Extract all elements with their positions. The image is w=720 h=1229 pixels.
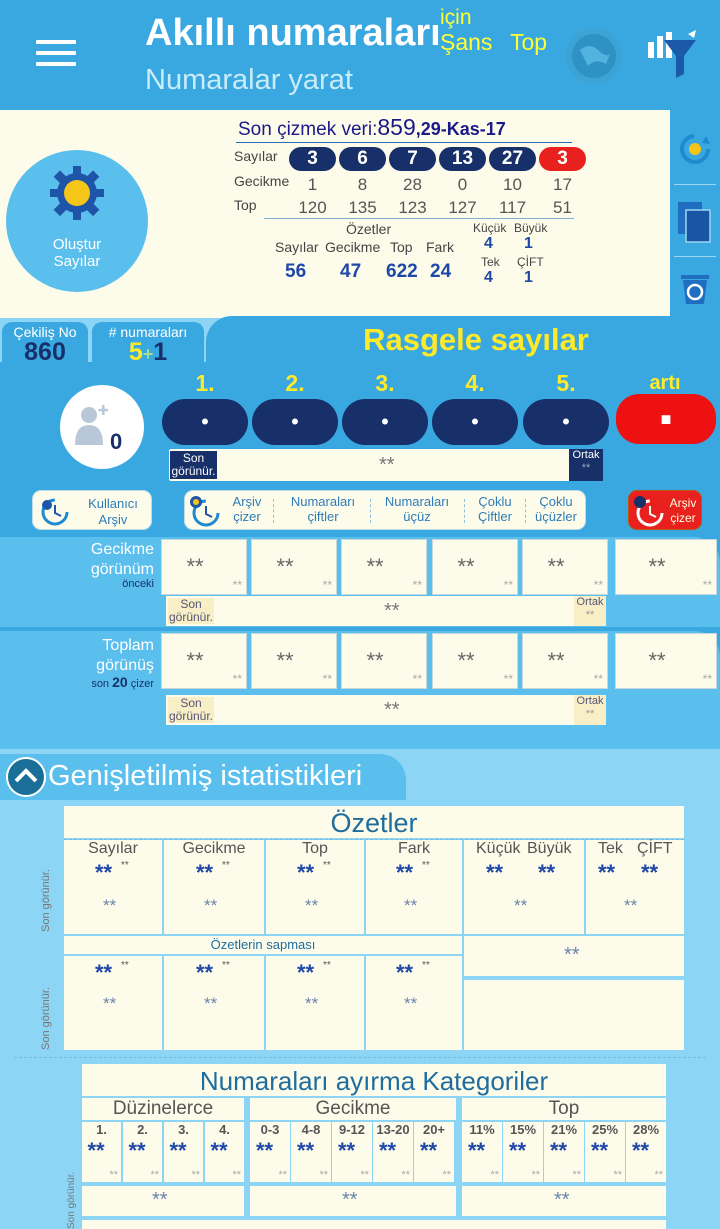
summary-col-value: **	[95, 860, 113, 885]
category-sub: **	[613, 1169, 622, 1181]
recycle-icon[interactable]	[678, 270, 712, 311]
summary-col-label: Top	[302, 840, 328, 857]
category-sub: **	[401, 1169, 410, 1181]
category-cell	[123, 1122, 162, 1182]
category-label: 1.	[96, 1122, 107, 1137]
deviation-last: **	[404, 994, 418, 1013]
dozens-group: Düzinelerce	[82, 1098, 244, 1120]
category-label: 0-3	[260, 1122, 280, 1137]
total-cell	[251, 633, 337, 689]
random-numbers-title: Rasgele sayılar	[363, 322, 589, 357]
category-sub: **	[360, 1169, 369, 1181]
total-last-seen-bar	[166, 695, 606, 725]
category-label: 25%	[591, 1122, 619, 1137]
category-value: **	[420, 1138, 438, 1163]
last-seen-chip: Son görünür.	[168, 597, 214, 624]
delay-value: 0	[457, 175, 468, 194]
delay-sub-value: **	[503, 578, 513, 592]
gear-icon	[48, 164, 106, 222]
last-seen-chip: Son görünür.	[171, 451, 216, 478]
summary-col-last: **	[103, 896, 117, 915]
last-draw-label: Son çizmek veri:	[238, 119, 378, 140]
main-count: 5	[128, 338, 143, 366]
category-label: 13-20	[376, 1122, 410, 1137]
summary-value: 24	[430, 261, 452, 282]
summary-label: Top	[390, 239, 413, 255]
drawn-number: 27	[489, 147, 536, 171]
delay-cell	[341, 539, 427, 595]
numbers-count-tab[interactable]	[92, 322, 204, 364]
deviation-col	[366, 956, 462, 1050]
tag-chance[interactable]: Şans	[440, 29, 493, 55]
number-pairs-button[interactable]: Numaraları çiftler	[290, 494, 356, 524]
delay-cell	[161, 539, 247, 595]
deviation-last: **	[204, 994, 218, 1013]
drawn-number: 3	[289, 147, 336, 171]
big-label: Büyük	[514, 221, 548, 235]
total-value: **	[457, 648, 475, 673]
summary-col	[266, 840, 364, 934]
category-value: **	[169, 1138, 187, 1163]
summary-col	[366, 840, 462, 934]
tag-for: için	[440, 6, 472, 29]
delay-row-label: Gecikme	[234, 173, 290, 189]
summary-col-sub: **	[222, 860, 230, 871]
category-label: 9-12	[338, 1122, 366, 1137]
deviation-sub: **	[323, 960, 331, 971]
divider	[264, 218, 574, 219]
odd-label: Tek	[481, 255, 500, 269]
total-cell	[432, 633, 518, 689]
category-value: **	[210, 1138, 228, 1163]
categories-title: Numaraları ayırma Kategoriler	[199, 1066, 549, 1096]
multi-triples-button[interactable]: Çoklu üçüzler	[535, 494, 577, 524]
random-number-slot[interactable]: •	[523, 399, 609, 445]
even-label: ÇİFT	[517, 255, 544, 269]
deviation-value: **	[297, 960, 315, 985]
category-sub: **	[191, 1169, 200, 1181]
delay-cell	[522, 539, 608, 595]
delay-cell	[251, 539, 337, 595]
filter-icon[interactable]	[644, 26, 700, 87]
deviation-sub: **	[422, 960, 430, 971]
category-sub: **	[490, 1169, 499, 1181]
summary-col-label: Fark	[398, 840, 430, 857]
total-last-seen-value: **	[384, 699, 400, 721]
deviation-sub: **	[121, 960, 129, 971]
deviation-right-top: **	[464, 936, 684, 976]
numbers-count-label: # numaraları	[108, 324, 188, 340]
total-value: 123	[398, 198, 427, 217]
summary-col-last: **	[404, 896, 418, 915]
category-cell	[82, 1122, 121, 1182]
small-big-col: Küçük Büyük ** ** **	[464, 840, 584, 934]
tag-top[interactable]: Top	[510, 29, 548, 55]
summary-value: 56	[285, 261, 307, 282]
category-sub: **	[319, 1169, 328, 1181]
archive-draw-icon	[631, 494, 665, 528]
delay-value: **	[276, 554, 294, 579]
dozens-summary: **	[82, 1186, 244, 1216]
side-label: Son görünür.	[40, 987, 52, 1050]
common-chip: Ortak **	[574, 695, 606, 725]
category-cell	[462, 1122, 502, 1182]
category-value: **	[379, 1138, 397, 1163]
delay-value: **	[366, 554, 384, 579]
deviation-last: **	[103, 994, 117, 1013]
random-number-slot[interactable]: •	[432, 399, 518, 445]
summary-card-header	[64, 806, 684, 838]
delay-value: **	[648, 554, 666, 579]
deviation-header: Özetlerin sapması	[64, 936, 462, 954]
random-number-slot[interactable]: •	[342, 399, 428, 445]
total-sub-value: **	[412, 672, 422, 686]
common-chip: Ortak **	[574, 596, 606, 626]
category-value: **	[338, 1138, 356, 1163]
total-sub-value: **	[232, 672, 242, 686]
draw-number-tab[interactable]	[2, 322, 88, 364]
delay-value: 17	[553, 175, 572, 194]
category-sub: **	[572, 1169, 581, 1181]
category-sub: **	[109, 1169, 118, 1181]
odd-even-col: Tek ÇİFT ** ** **	[586, 840, 684, 934]
big-value: 1	[524, 235, 533, 252]
delay-value: 28	[403, 175, 422, 194]
delay-last-seen-bar	[166, 596, 606, 626]
bonus-archive-button[interactable]: Arşiv çizer	[628, 490, 702, 530]
category-label: 11%	[469, 1122, 495, 1137]
app-title: Akıllı numaraları	[145, 12, 441, 54]
category-cell	[332, 1122, 372, 1182]
top-group: Top	[462, 1098, 666, 1120]
category-cell	[164, 1122, 203, 1182]
draw-number-label: Çekiliş No	[13, 324, 77, 340]
summary-col-last: **	[204, 896, 218, 915]
category-label: 3.	[178, 1122, 189, 1137]
total-value: 120	[298, 198, 327, 217]
delay-last-seen-value: **	[384, 600, 400, 622]
total-row-label: Top	[234, 197, 257, 213]
delay-cell	[615, 539, 717, 595]
category-label: 20+	[422, 1122, 446, 1137]
category-label: 4.	[219, 1122, 230, 1137]
small-value: 4	[484, 235, 493, 252]
summary-col-sub: **	[422, 860, 430, 871]
category-sub: **	[531, 1169, 540, 1181]
category-sub: **	[150, 1169, 159, 1181]
category-cell	[626, 1122, 666, 1182]
last-draw-info	[238, 114, 506, 141]
user-archive-button[interactable]: Kullanıcı Arşiv	[32, 490, 152, 530]
total-value: 135	[348, 198, 377, 217]
summary-col-sub: **	[323, 860, 331, 871]
category-cell	[250, 1122, 290, 1182]
total-sub-value: **	[322, 672, 332, 686]
category-cell	[373, 1122, 413, 1182]
summary-col-value: **	[196, 860, 214, 885]
archive-draw-icon	[187, 494, 221, 528]
summary-col-sub: **	[121, 860, 129, 871]
deviation-value: **	[396, 960, 414, 985]
category-label: 15%	[509, 1122, 537, 1137]
delay-summary: **	[250, 1186, 456, 1216]
delay-sub-value: **	[702, 578, 712, 592]
deviation-col	[164, 956, 264, 1050]
sync-icon[interactable]	[676, 130, 714, 173]
generate-label-1: Oluştur	[52, 236, 102, 253]
divider	[236, 142, 572, 143]
category-sub: **	[654, 1169, 663, 1181]
draw-number-value: 860	[24, 338, 66, 366]
category-value: **	[468, 1138, 486, 1163]
deviation-value: **	[95, 960, 113, 985]
deviation-sub: **	[222, 960, 230, 971]
delay-group: Gecikme	[250, 1098, 456, 1120]
odd-value: 4	[484, 269, 493, 286]
col-header-bonus: artı	[649, 372, 681, 394]
archive-draw-button[interactable]: Arşiv çizer	[232, 494, 262, 524]
total-cell	[522, 633, 608, 689]
category-label: 2.	[137, 1122, 148, 1137]
summary-label: Gecikme	[325, 239, 381, 255]
top-summary: **	[462, 1186, 666, 1216]
archive-tools-group	[184, 490, 586, 530]
numbers-row-label: Sayılar	[234, 148, 278, 164]
total-value: **	[547, 648, 565, 673]
category-sub: **	[442, 1169, 451, 1181]
delay-value: 1	[307, 175, 318, 194]
summary-col	[64, 840, 162, 934]
category-cell	[414, 1122, 454, 1182]
category-value: **	[632, 1138, 650, 1163]
total-value: **	[366, 648, 384, 673]
user-numbers-button[interactable]	[60, 385, 144, 469]
col-header: 2.	[285, 370, 305, 396]
total-value: **	[276, 648, 294, 673]
extended-stats-title: Genişletilmiş istatistikleri	[48, 760, 363, 792]
random-number-slot[interactable]: •	[252, 399, 338, 445]
total-sub-value: **	[503, 672, 513, 686]
total-value: **	[186, 648, 204, 673]
category-cell	[291, 1122, 331, 1182]
summary-col-label: Sayılar	[88, 840, 138, 857]
category-value: **	[550, 1138, 568, 1163]
deviation-col	[64, 956, 162, 1050]
summary-col-value: **	[396, 860, 414, 885]
last-draw-number: 859	[377, 114, 416, 140]
category-cell	[205, 1122, 244, 1182]
delay-value: **	[547, 554, 565, 579]
delay-value: 8	[357, 175, 368, 194]
bonus-number-slot[interactable]: ■	[616, 394, 716, 444]
deviation-last: **	[305, 994, 319, 1013]
delay-sub-value: **	[412, 578, 422, 592]
category-label: 21%	[550, 1122, 578, 1137]
deviation-col	[266, 956, 364, 1050]
delay-sub-value: **	[593, 578, 603, 592]
total-cell	[161, 633, 247, 689]
category-value: **	[509, 1138, 527, 1163]
app-subtitle: Numaralar yarat	[145, 64, 353, 96]
summary-value: 622	[386, 261, 418, 282]
total-sub-value: **	[702, 672, 712, 686]
category-cell	[585, 1122, 625, 1182]
delay-row-title: Gecikme görünüm	[90, 541, 154, 578]
globe-icon[interactable]	[566, 28, 622, 84]
summary-card-title: Özetler	[330, 808, 418, 838]
delay-sub-value: **	[322, 578, 332, 592]
delay-sub-value: **	[232, 578, 242, 592]
side-label: Son görünür.	[40, 869, 52, 932]
category-value: **	[591, 1138, 609, 1163]
delay-value: 10	[503, 175, 522, 194]
last-seen-chip: Son görünür.	[168, 696, 214, 723]
common-chip: Ortak **	[569, 449, 603, 481]
summary-label: Fark	[426, 239, 454, 255]
col-header: 4.	[465, 370, 485, 396]
category-sub: **	[232, 1169, 241, 1181]
category-label: 28%	[632, 1122, 660, 1137]
multi-pairs-button[interactable]: Çoklu Çiftler	[478, 494, 512, 524]
small-label: Küçük	[473, 221, 507, 235]
summary-col	[164, 840, 264, 934]
delay-cell	[432, 539, 518, 595]
drawn-number: 13	[439, 147, 486, 171]
last-seen-value: **	[379, 454, 395, 476]
history-icon	[38, 495, 70, 527]
col-header: 5.	[556, 370, 576, 396]
col-header: 1.	[195, 370, 215, 396]
total-cell	[615, 633, 717, 689]
total-row-sub: son 20 çizer	[91, 674, 154, 690]
category-cell	[544, 1122, 584, 1182]
extra-count: 1	[153, 338, 168, 366]
user-count: 0	[110, 429, 123, 454]
generate-label-2: Sayılar	[53, 253, 101, 270]
categories-footer	[82, 1220, 666, 1229]
total-sub-value: **	[593, 672, 603, 686]
total-row-title: Toplam görünüş	[96, 637, 154, 674]
drawn-number: 6	[339, 147, 386, 171]
drawn-number: 7	[389, 147, 436, 171]
category-value: **	[297, 1138, 315, 1163]
summary-col-label: Gecikme	[182, 840, 246, 857]
random-number-slot[interactable]: •	[162, 399, 248, 445]
generate-numbers-button[interactable]	[6, 150, 148, 292]
summary-title: Özetler	[346, 221, 392, 237]
number-triples-button[interactable]: Numaraları üçüz	[384, 494, 450, 524]
categories-header	[82, 1064, 666, 1096]
deviation-right-bottom	[464, 980, 684, 1050]
col-header: 3.	[375, 370, 395, 396]
deviation-value: **	[196, 960, 214, 985]
category-value: **	[87, 1138, 105, 1163]
delay-row-sub: önceki	[122, 578, 154, 590]
category-label: 4-8	[301, 1122, 321, 1137]
drawn-bonus-number: 3	[539, 147, 586, 171]
summary-value: 47	[340, 261, 362, 282]
category-value: **	[128, 1138, 146, 1163]
category-value: **	[256, 1138, 274, 1163]
summary-col-last: **	[305, 896, 319, 915]
total-cell	[341, 633, 427, 689]
copy-icon[interactable]	[674, 200, 714, 249]
user-icon	[74, 403, 108, 447]
last-seen-bar	[169, 449, 603, 481]
summary-col-value: **	[297, 860, 315, 885]
total-value: **	[648, 648, 666, 673]
category-sub: **	[278, 1169, 287, 1181]
numbers-count-value	[92, 338, 204, 367]
even-value: 1	[524, 269, 533, 286]
side-label: Son görünür.	[66, 1171, 77, 1229]
total-value: 51	[553, 198, 572, 217]
delay-value: **	[186, 554, 204, 579]
menu-icon[interactable]	[36, 40, 76, 66]
category-cell	[503, 1122, 543, 1182]
summary-label: Sayılar	[275, 239, 319, 255]
delay-value: **	[457, 554, 475, 579]
collapse-icon[interactable]	[6, 757, 46, 797]
total-value: 117	[498, 198, 527, 217]
plus-sign: +	[142, 344, 154, 364]
total-value: 127	[448, 198, 477, 217]
divider	[14, 1057, 706, 1058]
last-draw-date: ,29-Kas-17	[415, 119, 506, 139]
